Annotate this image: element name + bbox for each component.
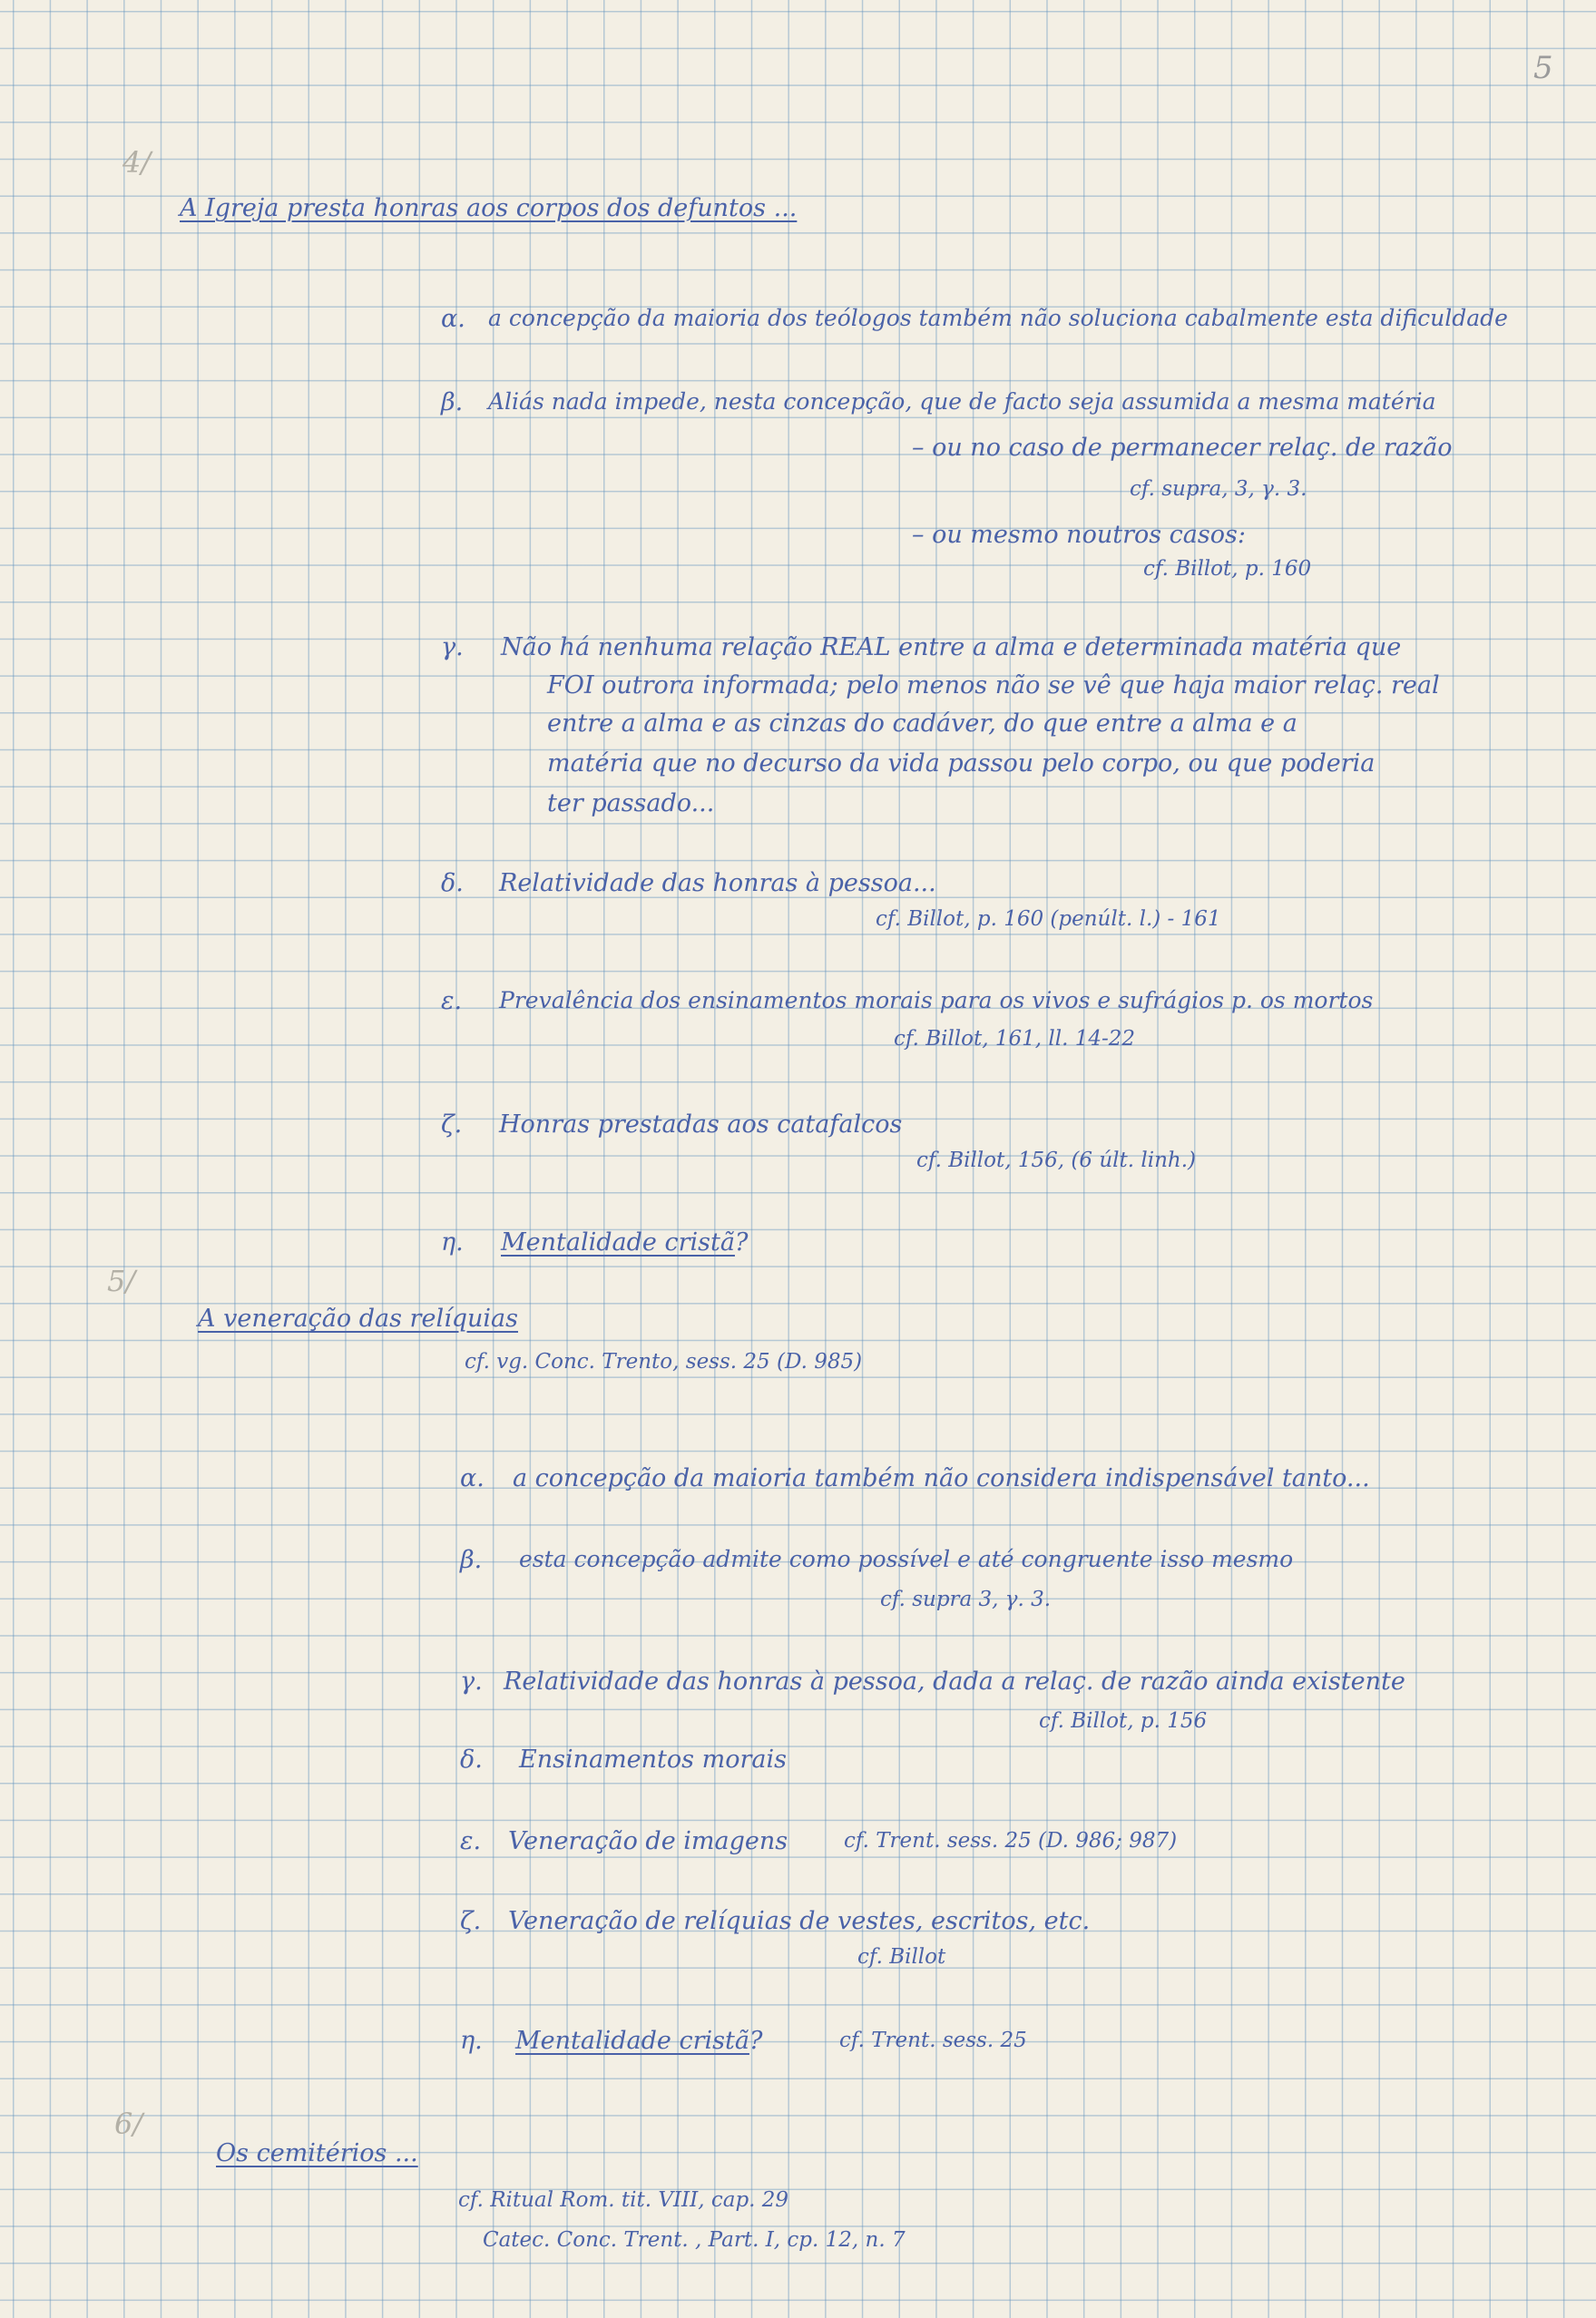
item-text: Relatividade das honras à pessoa, dada a relaç. de razão ainda existente [504,1668,1405,1696]
item-marker: α. [460,1464,485,1492]
page-number: 5 [1533,50,1553,86]
section-heading: A veneração das relíquias [198,1305,518,1333]
item-marker: ε. [441,987,463,1015]
punctuation: ? [734,1228,749,1257]
item-marker: ε. [460,1827,482,1855]
reference: cf. Billot, 161, ll. 14-22 [894,1027,1136,1051]
item-text: Relatividade das honras à pessoa... [499,869,936,897]
section-heading: Os cemitérios ... [216,2139,418,2167]
item-subline: – ou no caso de permanecer relaç. de razão [912,434,1453,462]
item-text [515,2029,762,2053]
item-text-line: FOI outrora informada; pelo menos não se vê que haja maior relaç. real [547,671,1440,699]
item-text [501,1230,748,1255]
item-text: Veneração de imagens [508,1827,788,1855]
item-text-line: matéria que no decurso da vida passou pelo corpo, ou que poderia [547,749,1376,778]
reference: cf. Billot [857,1945,946,1969]
item-text: Prevalência dos ensinamentos morais para os vivos e sufrágios p. os mortos [499,987,1374,1013]
item-text: Honras prestadas aos catafalcos [499,1110,903,1139]
item-marker: η. [460,2027,483,2055]
item-text: a concepção da maioria dos teólogos também não soluciona cabalmente esta dificuldade [488,305,1508,331]
reference: cf. Billot, p. 160 [1143,557,1312,581]
reference: cf. Billot, p. 156 [1039,1709,1208,1733]
item-marker: β. [460,1546,483,1574]
reference: cf. Billot, p. 160 (penúlt. l.) - 161 [876,907,1221,931]
item-text-line: entre a alma e as cinzas do cadáver, do que entre a alma e a [547,709,1297,738]
item-marker: γ. [441,633,464,661]
item-marker: β. [441,388,464,416]
item-text-line: Não há nenhuma relação REAL entre a alma e determinada matéria que [501,633,1402,661]
emphasis: Mentalidade cristã [501,1228,735,1257]
section-heading: A Igreja presta honras aos corpos dos defuntos ... [180,194,798,222]
reference: cf. Trent. sess. 25 [839,2029,1027,2052]
margin-mark: 6/ [114,2107,143,2141]
item-text-line: ter passado... [547,789,715,817]
emphasis: Mentalidade cristã [515,2027,749,2055]
item-text: esta concepção admite como possível e até congruente isso mesmo [519,1546,1294,1572]
margin-mark: 5/ [107,1264,136,1298]
reference: cf. Ritual Rom. tit. VIII, cap. 29 [458,2188,789,2212]
punctuation: ? [749,2027,763,2055]
margin-mark: 4/ [122,145,152,180]
item-marker: δ. [441,869,464,897]
item-text: Ensinamentos morais [519,1746,787,1774]
item-text: Veneração de relíquias de vestes, escritos, etc. [508,1907,1091,1935]
reference: Catec. Conc. Trent. , Part. I, cp. 12, n. 7 [483,2228,906,2252]
reference: cf. Billot, 156, (6 últ. linh.) [916,1149,1196,1172]
reference: cf. vg. Conc. Trento, sess. 25 (D. 985) [465,1350,863,1374]
item-marker: ζ. [460,1907,482,1935]
reference: cf. supra 3, γ. 3. [880,1588,1052,1611]
item-marker: α. [441,305,465,333]
item-marker: γ. [460,1668,483,1696]
item-marker: δ. [460,1746,483,1774]
item-marker: η. [441,1228,464,1257]
item-text: Aliás nada impede, nesta concepção, que de facto seja assumida a mesma matéria [488,388,1436,415]
item-text: a concepção da maioria também não considera indispensável tanto... [513,1464,1370,1492]
item-marker: ζ. [441,1110,463,1139]
reference: cf. Trent. sess. 25 (D. 986; 987) [844,1829,1178,1853]
item-subline: – ou mesmo noutros casos: [912,521,1246,549]
reference: cf. supra, 3, γ. 3. [1130,477,1307,501]
